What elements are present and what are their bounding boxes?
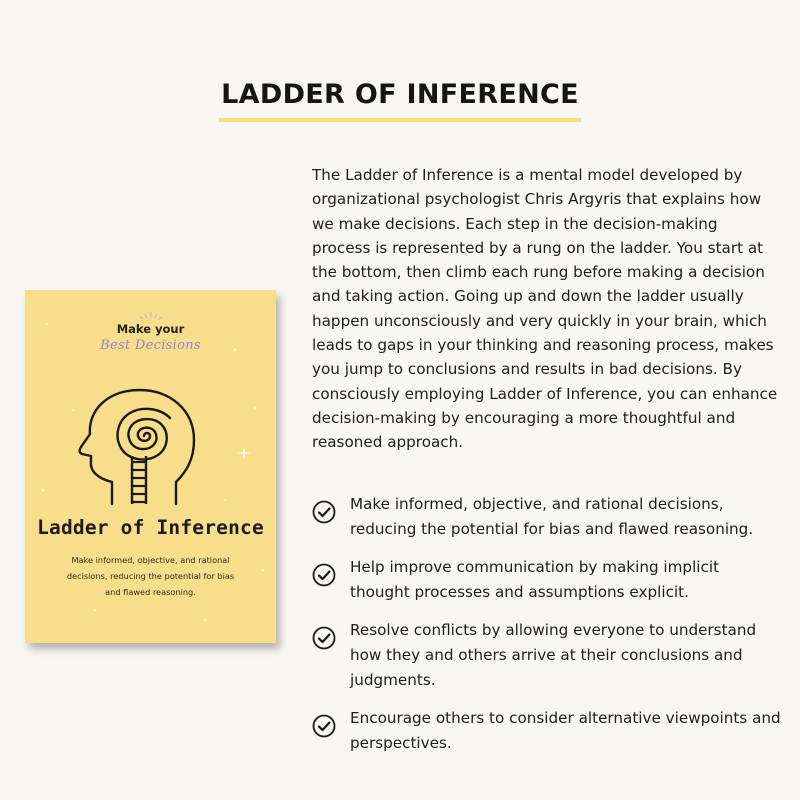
page-title: LADDER OF INFERENCE [219,78,581,122]
cover-script-text: Best Decisions [100,338,201,353]
benefit-item [312,492,782,542]
cover-header [25,312,276,353]
sparkle-icon [136,312,166,320]
cover-subtitle: Make informed, objective, and rational decisions, reducing the potential for bias and flawed reasoning. [66,555,235,597]
check-circle-icon [312,626,336,650]
benefits-list [312,492,782,769]
benefit-item [312,555,782,605]
benefit-text: Resolve conflicts by allowing everyone to understand how they and others arrive at their conclusions and judgments. [350,621,757,689]
check-circle-icon [312,563,336,587]
benefit-text: Help improve communication by making implicit thought processes and assumptions explicit. [350,558,720,601]
intro-paragraph: The Ladder of Inference is a mental model developed by organizational psychologist Chris Argyris that explains how we make decisions. Each step in the decision-making process is represented by a rung on the ladder. You start at the bottom, then climb each rung before making a decision and taking action. Going up and down the ladder usually happen unconsciously and very quickly in your brain, which leads to gaps in your thinking and reasoning process, makes you jump to conclusions and results in bad decisions. By consciously employing Ladder of Inference, you can enhance decision-making by encouraging a more thoughtful and reasoned approach. [312,166,778,452]
title-container [0,78,800,122]
cover-title: Ladder of Inference [37,516,264,539]
check-circle-icon [312,714,336,738]
benefit-text: Encourage others to consider alternative viewpoints and perspectives. [350,709,781,752]
benefit-item [312,706,782,756]
benefit-text: Make informed, objective, and rational decisions, reducing the potential for bias and flawed reasoning. [350,495,754,538]
star-sparkle-icon [237,446,251,460]
check-circle-icon [312,500,336,524]
book-cover [25,290,276,643]
head-with-spiral-and-ladder-icon [60,386,230,508]
cover-kicker: Make your [116,322,185,336]
benefit-item [312,618,782,693]
